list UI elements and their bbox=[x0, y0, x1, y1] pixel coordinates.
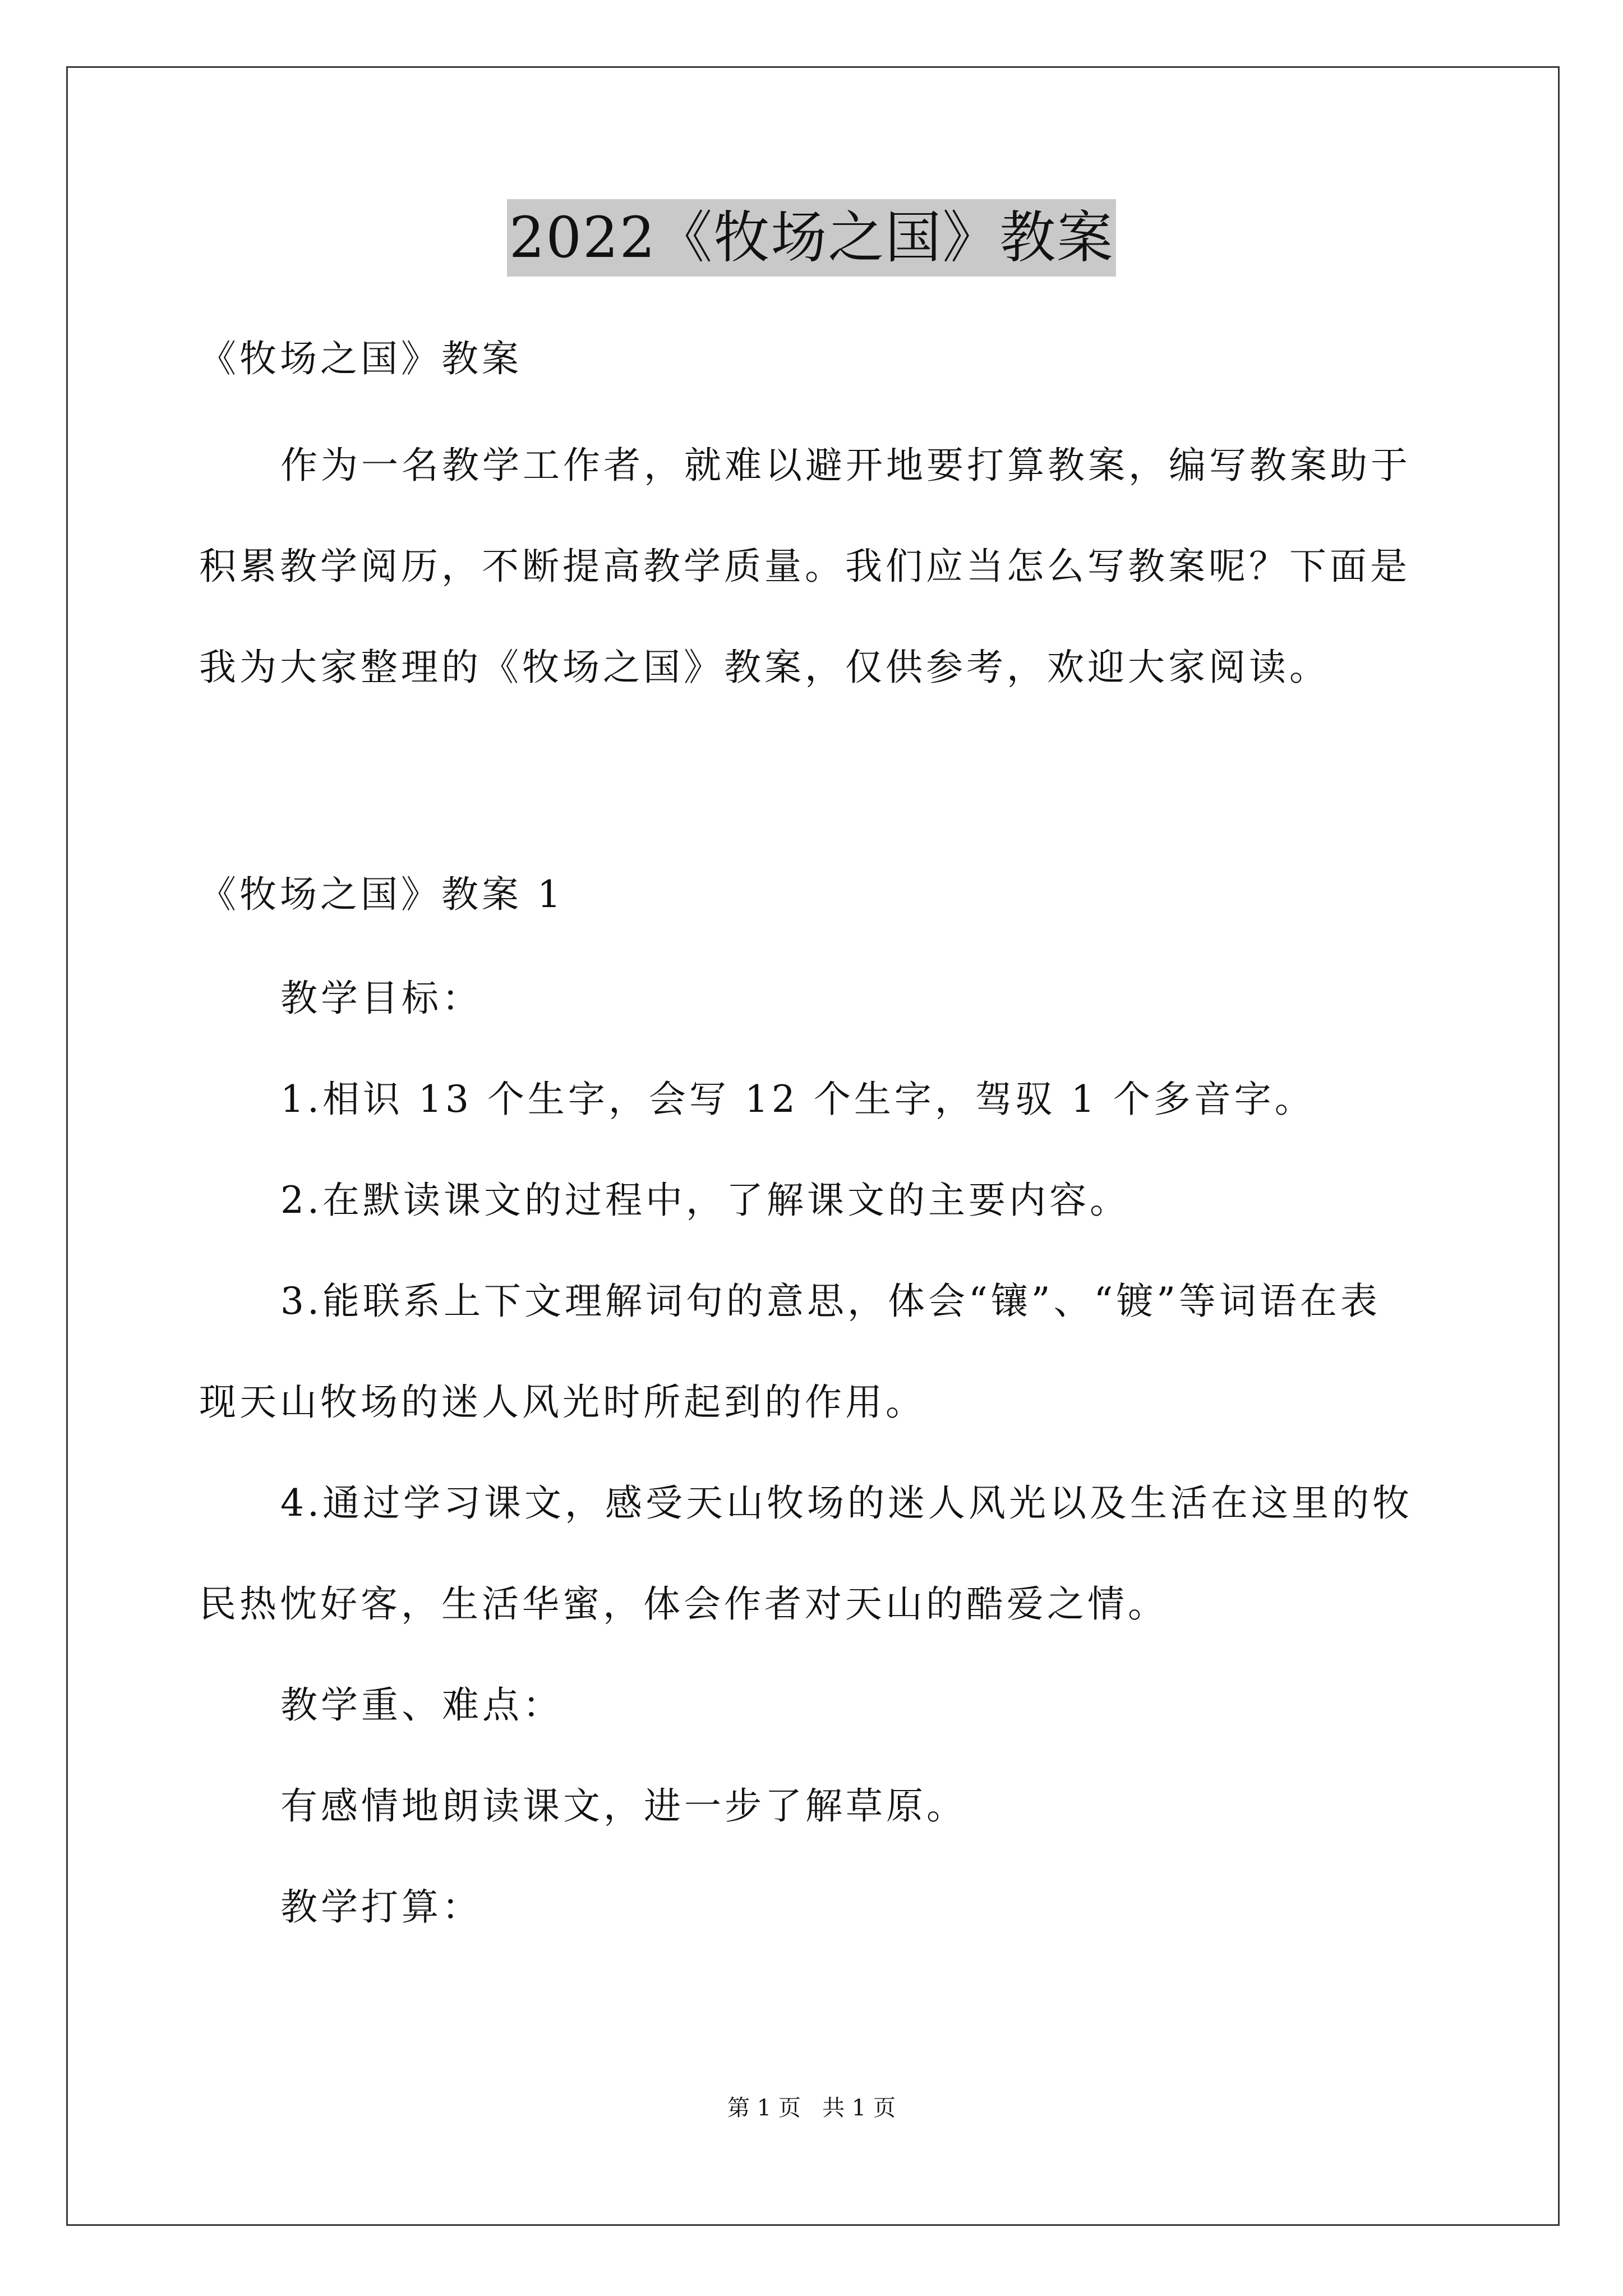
key-points-label: 教学重、难点： bbox=[280, 1683, 563, 1727]
section-heading: 《牧场之国》教案 1 bbox=[199, 873, 564, 916]
page-footer: 第 1 页 共 1 页 bbox=[727, 2095, 896, 2121]
goal-item-2: 2.在默读课文的过程中，了解课文的主要内容。 bbox=[280, 1179, 1130, 1222]
prep-label: 教学打算： bbox=[280, 1885, 482, 1929]
goal-item-3: 3.能联系上下文理解词句的意思，体会“镶”、“镀”等词语在表 bbox=[280, 1280, 1381, 1323]
document-title: 2022《牧场之国》教案 bbox=[507, 199, 1117, 277]
key-points-text: 有感情地朗读课文，进一步了解草原。 bbox=[280, 1784, 967, 1828]
intro-line-1: 作为一名教学工作者，就难以避开地要打算教案，编写教案助于 bbox=[280, 444, 1411, 487]
intro-line-3: 我为大家整理的《牧场之国》教案，仅供参考，欢迎大家阅读。 bbox=[199, 646, 1330, 689]
goal-item-4-cont: 民热忱好客，生活华蜜，体会作者对天山的酷爱之情。 bbox=[199, 1582, 1168, 1626]
goals-label: 教学目标： bbox=[280, 977, 482, 1020]
goal-item-4: 4.通过学习课文，感受天山牧场的迷人风光以及生活在这里的牧 bbox=[280, 1481, 1413, 1525]
goal-item-1: 1.相识 13 个生字，会写 12 个生字，驾驭 1 个多音字。 bbox=[280, 1078, 1315, 1121]
title-container bbox=[0, 199, 1623, 277]
document-subtitle: 《牧场之国》教案 bbox=[199, 337, 522, 380]
goal-item-3-cont: 现天山牧场的迷人风光时所起到的作用。 bbox=[199, 1381, 926, 1424]
intro-line-2: 积累教学阅历，不断提高教学质量。我们应当怎么写教案呢？下面是 bbox=[199, 545, 1410, 588]
